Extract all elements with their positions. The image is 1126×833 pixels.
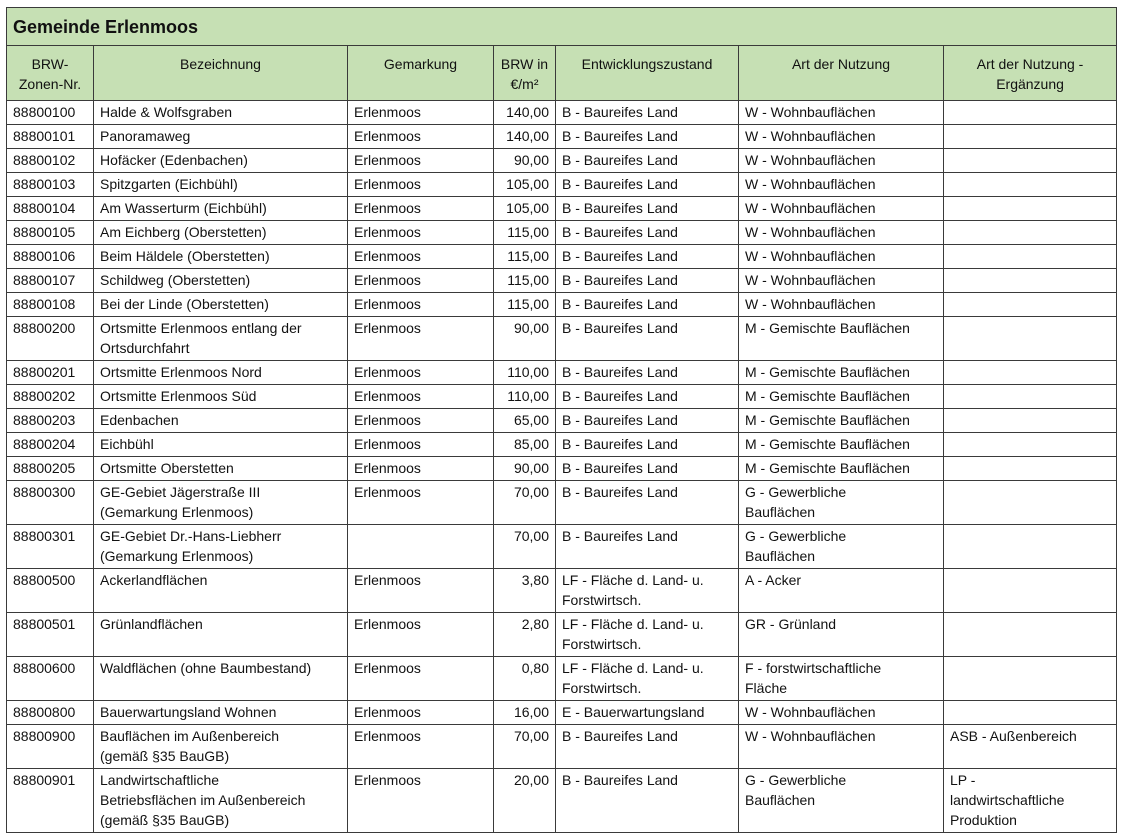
cell-usage-type: M - Gemischte Bauflächen [739,433,944,457]
cell-usage-type: W - Wohnbauflächen [739,245,944,269]
cell-zone-number: 88800501 [7,613,94,657]
cell-designation: Waldflächen (ohne Baumbestand) [94,657,348,701]
cell-land-value: 105,00 [494,173,556,197]
cell-usage-supplement [944,197,1117,221]
cell-development-state: B - Baureifes Land [556,317,739,361]
column-header-development-state: Entwicklungszustand [556,46,739,101]
cell-district [348,525,494,569]
cell-district: Erlenmoos [348,725,494,769]
cell-development-state: LF - Fläche d. Land- u. Forstwirtsch. [556,569,739,613]
cell-usage-supplement [944,101,1117,125]
cell-district: Erlenmoos [348,149,494,173]
cell-usage-supplement [944,245,1117,269]
cell-designation: Schildweg (Oberstetten) [94,269,348,293]
cell-development-state: B - Baureifes Land [556,725,739,769]
cell-usage-type: W - Wohnbauflächen [739,197,944,221]
cell-zone-number: 88800100 [7,101,94,125]
cell-designation: Am Wasserturm (Eichbühl) [94,197,348,221]
cell-land-value: 115,00 [494,221,556,245]
cell-development-state: LF - Fläche d. Land- u. Forstwirtsch. [556,657,739,701]
table-body [7,101,1117,833]
cell-land-value: 140,00 [494,101,556,125]
table-row [7,221,1117,245]
cell-land-value: 0,80 [494,657,556,701]
table-row [7,701,1117,725]
cell-designation: Edenbachen [94,409,348,433]
cell-designation: Bauflächen im Außenbereich (gemäß §35 BauGB) [94,725,348,769]
cell-usage-supplement [944,613,1117,657]
table-row [7,457,1117,481]
cell-district: Erlenmoos [348,197,494,221]
cell-usage-type: W - Wohnbauflächen [739,269,944,293]
cell-designation: Ortsmitte Erlenmoos Nord [94,361,348,385]
cell-zone-number: 88800105 [7,221,94,245]
cell-usage-supplement [944,481,1117,525]
table-row [7,245,1117,269]
cell-land-value: 110,00 [494,385,556,409]
cell-zone-number: 88800108 [7,293,94,317]
cell-designation: Landwirtschaftliche Betriebsflächen im Außenbereich (gemäß §35 BauGB) [94,769,348,833]
cell-development-state: B - Baureifes Land [556,197,739,221]
cell-development-state: B - Baureifes Land [556,361,739,385]
table-row [7,197,1117,221]
cell-land-value: 115,00 [494,293,556,317]
cell-development-state: B - Baureifes Land [556,769,739,833]
cell-district: Erlenmoos [348,385,494,409]
cell-designation: Ortsmitte Erlenmoos Süd [94,385,348,409]
cell-usage-type: A - Acker [739,569,944,613]
table-row [7,269,1117,293]
table-row [7,361,1117,385]
cell-designation: Ortsmitte Erlenmoos entlang der Ortsdurchfahrt [94,317,348,361]
cell-zone-number: 88800101 [7,125,94,149]
cell-usage-supplement [944,569,1117,613]
cell-district: Erlenmoos [348,125,494,149]
cell-land-value: 65,00 [494,409,556,433]
cell-district: Erlenmoos [348,481,494,525]
cell-land-value: 70,00 [494,725,556,769]
cell-usage-supplement [944,361,1117,385]
cell-usage-type: W - Wohnbauflächen [739,221,944,245]
cell-zone-number: 88800205 [7,457,94,481]
cell-development-state: B - Baureifes Land [556,385,739,409]
cell-zone-number: 88800800 [7,701,94,725]
cell-usage-supplement [944,701,1117,725]
table-row [7,725,1117,769]
cell-usage-type: W - Wohnbauflächen [739,725,944,769]
cell-usage-type: G - Gewerbliche Bauflächen [739,525,944,569]
cell-development-state: B - Baureifes Land [556,481,739,525]
cell-usage-type: W - Wohnbauflächen [739,173,944,197]
cell-development-state: B - Baureifes Land [556,457,739,481]
cell-usage-supplement [944,173,1117,197]
table-row [7,481,1117,525]
cell-land-value: 90,00 [494,317,556,361]
cell-district: Erlenmoos [348,317,494,361]
cell-designation: Hofäcker (Edenbachen) [94,149,348,173]
cell-designation: Beim Häldele (Oberstetten) [94,245,348,269]
cell-usage-supplement [944,525,1117,569]
cell-zone-number: 88800103 [7,173,94,197]
cell-usage-type: GR - Grünland [739,613,944,657]
cell-usage-type: G - Gewerbliche Bauflächen [739,769,944,833]
cell-usage-supplement [944,317,1117,361]
cell-development-state: B - Baureifes Land [556,433,739,457]
table-row [7,149,1117,173]
table-row [7,525,1117,569]
cell-usage-supplement [944,385,1117,409]
cell-usage-type: G - Gewerbliche Bauflächen [739,481,944,525]
cell-zone-number: 88800200 [7,317,94,361]
cell-usage-supplement [944,125,1117,149]
cell-designation: Ackerlandflächen [94,569,348,613]
cell-zone-number: 88800301 [7,525,94,569]
cell-usage-supplement [944,269,1117,293]
cell-usage-supplement [944,409,1117,433]
cell-usage-supplement: LP - landwirtschaftliche Produktion [944,769,1117,833]
column-header-zone-number: BRW- Zonen-Nr. [7,46,94,101]
cell-district: Erlenmoos [348,101,494,125]
cell-district: Erlenmoos [348,221,494,245]
cell-land-value: 90,00 [494,457,556,481]
table-row [7,125,1117,149]
table-row [7,613,1117,657]
cell-land-value: 85,00 [494,433,556,457]
cell-designation: Halde & Wolfsgraben [94,101,348,125]
cell-designation: GE-Gebiet Dr.-Hans-Liebherr (Gemarkung Erlenmoos) [94,525,348,569]
cell-development-state: B - Baureifes Land [556,409,739,433]
column-header-usage-type: Art der Nutzung [739,46,944,101]
cell-district: Erlenmoos [348,613,494,657]
cell-district: Erlenmoos [348,361,494,385]
cell-zone-number: 88800600 [7,657,94,701]
table-row [7,569,1117,613]
cell-usage-type: F - forstwirtschaftliche Fläche [739,657,944,701]
table-row [7,409,1117,433]
document-page [6,7,1116,833]
cell-land-value: 70,00 [494,481,556,525]
cell-zone-number: 88800107 [7,269,94,293]
cell-designation: Am Eichberg (Oberstetten) [94,221,348,245]
cell-zone-number: 88800201 [7,361,94,385]
cell-usage-supplement [944,293,1117,317]
cell-zone-number: 88800102 [7,149,94,173]
cell-land-value: 2,80 [494,613,556,657]
cell-usage-type: W - Wohnbauflächen [739,149,944,173]
cell-zone-number: 88800300 [7,481,94,525]
cell-usage-type: M - Gemischte Bauflächen [739,409,944,433]
land-value-table [6,7,1117,833]
cell-district: Erlenmoos [348,433,494,457]
cell-development-state: B - Baureifes Land [556,269,739,293]
cell-land-value: 3,80 [494,569,556,613]
cell-development-state: B - Baureifes Land [556,525,739,569]
table-header-row [7,46,1117,101]
cell-development-state: B - Baureifes Land [556,149,739,173]
cell-usage-type: W - Wohnbauflächen [739,101,944,125]
cell-designation: Ortsmitte Oberstetten [94,457,348,481]
cell-usage-supplement [944,221,1117,245]
cell-development-state: B - Baureifes Land [556,245,739,269]
cell-designation: GE-Gebiet Jägerstraße III (Gemarkung Erlenmoos) [94,481,348,525]
cell-district: Erlenmoos [348,245,494,269]
cell-usage-type: M - Gemischte Bauflächen [739,385,944,409]
cell-district: Erlenmoos [348,457,494,481]
column-header-designation: Bezeichnung [94,46,348,101]
cell-district: Erlenmoos [348,657,494,701]
table-row [7,317,1117,361]
cell-usage-type: W - Wohnbauflächen [739,701,944,725]
table-row [7,293,1117,317]
table-row [7,173,1117,197]
column-header-district: Gemarkung [348,46,494,101]
cell-district: Erlenmoos [348,293,494,317]
cell-development-state: B - Baureifes Land [556,173,739,197]
cell-land-value: 16,00 [494,701,556,725]
cell-usage-type: W - Wohnbauflächen [739,125,944,149]
cell-zone-number: 88800106 [7,245,94,269]
cell-development-state: B - Baureifes Land [556,125,739,149]
column-header-land-value: BRW in €/m² [494,46,556,101]
cell-usage-supplement [944,433,1117,457]
cell-land-value: 110,00 [494,361,556,385]
cell-usage-type: M - Gemischte Bauflächen [739,317,944,361]
cell-usage-type: M - Gemischte Bauflächen [739,361,944,385]
cell-district: Erlenmoos [348,173,494,197]
cell-zone-number: 88800901 [7,769,94,833]
cell-zone-number: 88800204 [7,433,94,457]
cell-district: Erlenmoos [348,701,494,725]
cell-development-state: LF - Fläche d. Land- u. Forstwirtsch. [556,613,739,657]
cell-land-value: 105,00 [494,197,556,221]
table-row [7,385,1117,409]
cell-designation: Spitzgarten (Eichbühl) [94,173,348,197]
cell-designation: Eichbühl [94,433,348,457]
cell-land-value: 115,00 [494,245,556,269]
table-row [7,101,1117,125]
table-row [7,657,1117,701]
cell-designation: Panoramaweg [94,125,348,149]
cell-zone-number: 88800202 [7,385,94,409]
table-row [7,769,1117,833]
cell-usage-type: M - Gemischte Bauflächen [739,457,944,481]
cell-designation: Bei der Linde (Oberstetten) [94,293,348,317]
cell-development-state: E - Bauerwartungsland [556,701,739,725]
cell-usage-supplement [944,657,1117,701]
cell-zone-number: 88800203 [7,409,94,433]
cell-development-state: B - Baureifes Land [556,221,739,245]
cell-land-value: 140,00 [494,125,556,149]
cell-land-value: 115,00 [494,269,556,293]
cell-zone-number: 88800500 [7,569,94,613]
cell-designation: Bauerwartungsland Wohnen [94,701,348,725]
cell-development-state: B - Baureifes Land [556,101,739,125]
cell-usage-supplement [944,149,1117,173]
cell-usage-supplement [944,457,1117,481]
cell-district: Erlenmoos [348,269,494,293]
table-row [7,433,1117,457]
cell-land-value: 70,00 [494,525,556,569]
cell-usage-type: W - Wohnbauflächen [739,293,944,317]
cell-zone-number: 88800900 [7,725,94,769]
column-header-usage-supplement: Art der Nutzung - Ergänzung [944,46,1117,101]
cell-designation: Grünlandflächen [94,613,348,657]
cell-land-value: 90,00 [494,149,556,173]
cell-district: Erlenmoos [348,569,494,613]
cell-district: Erlenmoos [348,769,494,833]
cell-district: Erlenmoos [348,409,494,433]
cell-usage-supplement: ASB - Außenbereich [944,725,1117,769]
table-title: Gemeinde Erlenmoos [7,8,1117,46]
cell-development-state: B - Baureifes Land [556,293,739,317]
cell-zone-number: 88800104 [7,197,94,221]
cell-land-value: 20,00 [494,769,556,833]
